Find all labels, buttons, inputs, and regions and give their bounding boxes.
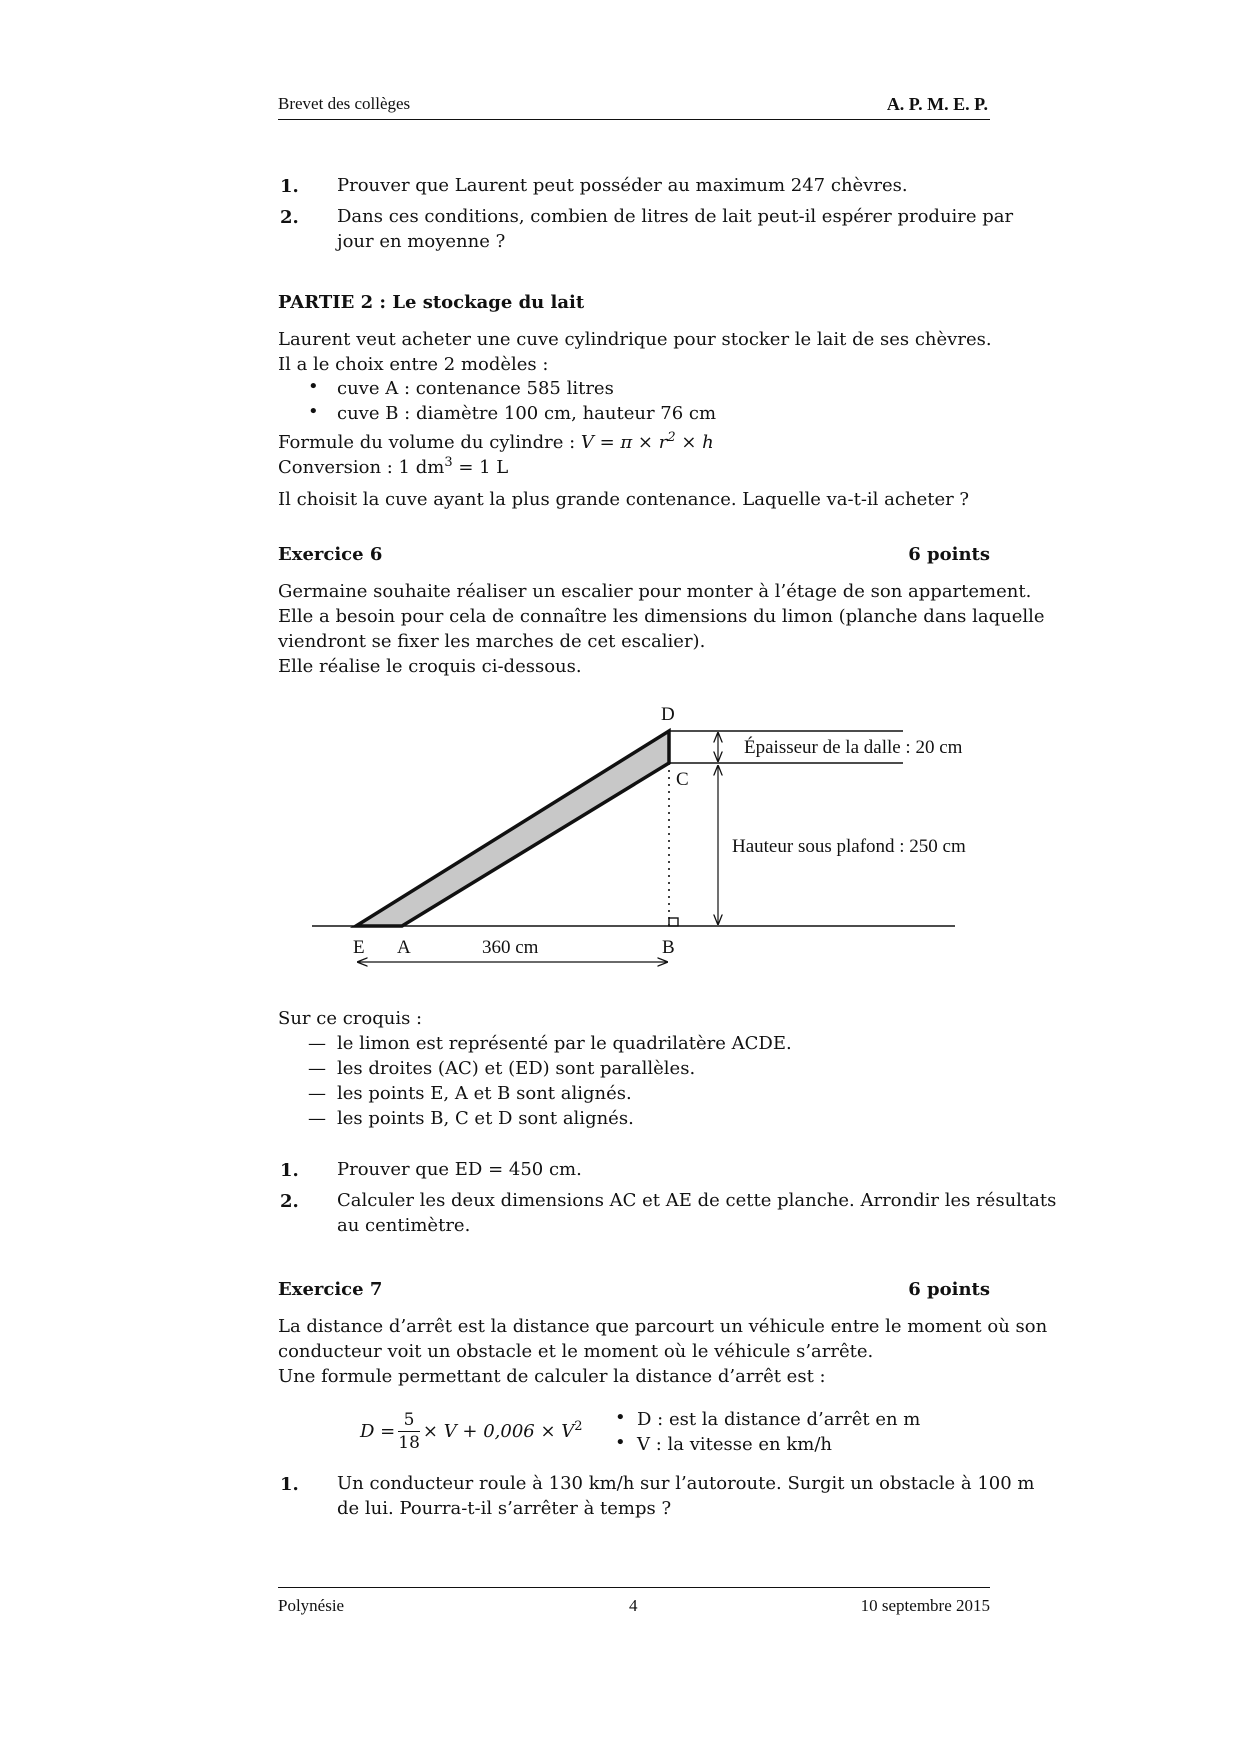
- list-item: les points E, A et B sont alignés.: [337, 1083, 632, 1104]
- dash-icon: —: [308, 1033, 326, 1054]
- bullet-icon: •: [615, 1432, 626, 1453]
- question-text: Calculer les deux dimensions AC et AE de cette planche. Arrondir les résultats: [337, 1190, 1057, 1211]
- section-title: PARTIE 2 : Le stockage du lait: [278, 292, 585, 313]
- paragraph-line: conducteur voit un obstacle et le moment où le véhicule s’arrête.: [278, 1341, 874, 1362]
- formula: V = π × r: [580, 432, 668, 453]
- exercise-points: 6 points: [908, 544, 990, 565]
- conversion-exponent: 3: [444, 455, 453, 470]
- header-left: Brevet des collèges: [278, 94, 411, 113]
- paragraph-line: Une formule permettant de calculer la distance d’arrêt est :: [278, 1366, 826, 1387]
- paragraph-line: Elle réalise le croquis ci-dessous.: [278, 656, 582, 677]
- question-number: 1.: [280, 1474, 299, 1495]
- legend-item: D : est la distance d’arrêt en m: [637, 1409, 921, 1430]
- question-text: au centimètre.: [337, 1215, 471, 1236]
- question-number: 2.: [280, 1191, 299, 1212]
- exercise-title: Exercice 6: [278, 544, 383, 565]
- formula-middle: × V + 0,006 × V: [422, 1420, 575, 1442]
- question-number: 1.: [280, 1160, 299, 1181]
- dash-icon: —: [308, 1108, 326, 1129]
- question-text: Dans ces conditions, combien de litres de lait peut-il espérer produire par: [337, 206, 1014, 227]
- question-text: de lui. Pourra-t-il s’arrêter à temps ?: [337, 1498, 672, 1519]
- paragraph-line: Elle a besoin pour cela de connaître les dimensions du limon (planche dans laquelle: [278, 606, 1045, 627]
- page-number: 4: [629, 1596, 638, 1615]
- right-angle-mark: [669, 918, 678, 926]
- list-item: cuve B : diamètre 100 cm, hauteur 76 cm: [337, 403, 717, 424]
- paragraph-line: Il a le choix entre 2 modèles :: [278, 354, 549, 375]
- footer-rule: [278, 1587, 990, 1588]
- formula-exponent: 2: [574, 1419, 583, 1434]
- question-number: 1.: [280, 176, 299, 197]
- question-text: Il choisit la cuve ayant la plus grande contenance. Laquelle va-t-il acheter ?: [278, 489, 970, 510]
- list-item: les droites (AC) et (ED) sont parallèles.: [337, 1058, 696, 1079]
- limon-quadrilateral: [356, 731, 669, 926]
- question-text: jour en moyenne ?: [337, 231, 506, 252]
- formula-label: Formule du volume du cylindre :: [278, 432, 581, 453]
- formula-start: D =: [360, 1420, 396, 1442]
- legend-item: V : la vitesse en km/h: [637, 1434, 832, 1455]
- header-right: A. P. M. E. P.: [886, 94, 988, 114]
- fraction-numerator: 5: [403, 1409, 415, 1430]
- footer-right: 10 septembre 2015: [860, 1596, 990, 1615]
- list-item: les points B, C et D sont alignés.: [337, 1108, 634, 1129]
- paragraph-line: Laurent veut acheter une cuve cylindrique pour stocker le lait de ses chèvres.: [278, 329, 992, 350]
- footer-left: Polynésie: [278, 1596, 345, 1615]
- question-text: Prouver que Laurent peut posséder au maximum 247 chèvres.: [337, 175, 908, 196]
- conversion-end: = 1 L: [452, 457, 509, 478]
- stopping-distance-formula: [360, 1406, 583, 1456]
- label-b: B: [662, 937, 675, 958]
- base-length-label: 360 cm: [482, 937, 539, 958]
- paragraph-line: Sur ce croquis :: [278, 1008, 423, 1029]
- paragraph-line: viendront se fixer les marches de cet escalier).: [278, 631, 706, 652]
- conversion-label: Conversion : 1 dm: [278, 457, 445, 478]
- formula-exponent: 2: [667, 430, 676, 445]
- fraction: [398, 1409, 420, 1454]
- label-e: E: [353, 937, 365, 958]
- question-number: 2.: [280, 207, 299, 228]
- bullet-icon: •: [308, 401, 319, 422]
- formula-end: × h: [675, 432, 714, 453]
- paragraph-line: Germaine souhaite réaliser un escalier pour monter à l’étage de son appartement.: [278, 581, 1032, 602]
- dash-icon: —: [308, 1058, 326, 1079]
- dash-icon: —: [308, 1083, 326, 1104]
- question-text: Prouver que ED = 450 cm.: [337, 1159, 582, 1180]
- height-label: Hauteur sous plafond : 250 cm: [732, 836, 966, 857]
- exercise-points: 6 points: [908, 1279, 990, 1300]
- label-c: C: [676, 769, 689, 790]
- label-a: A: [397, 937, 411, 958]
- list-item: le limon est représenté par le quadrilatère ACDE.: [337, 1033, 792, 1054]
- fraction-denominator: 18: [398, 1432, 420, 1453]
- list-item: cuve A : contenance 585 litres: [337, 378, 614, 399]
- exercise-title: Exercice 7: [278, 1279, 383, 1300]
- bullet-icon: •: [308, 376, 319, 397]
- label-d: D: [661, 704, 675, 725]
- bullet-icon: •: [615, 1407, 626, 1428]
- paragraph-line: La distance d’arrêt est la distance que parcourt un véhicule entre le moment où son: [278, 1316, 1048, 1337]
- thickness-label: Épaisseur de la dalle : 20 cm: [744, 737, 963, 758]
- question-text: Un conducteur roule à 130 km/h sur l’autoroute. Surgit un obstacle à 100 m: [337, 1473, 1035, 1494]
